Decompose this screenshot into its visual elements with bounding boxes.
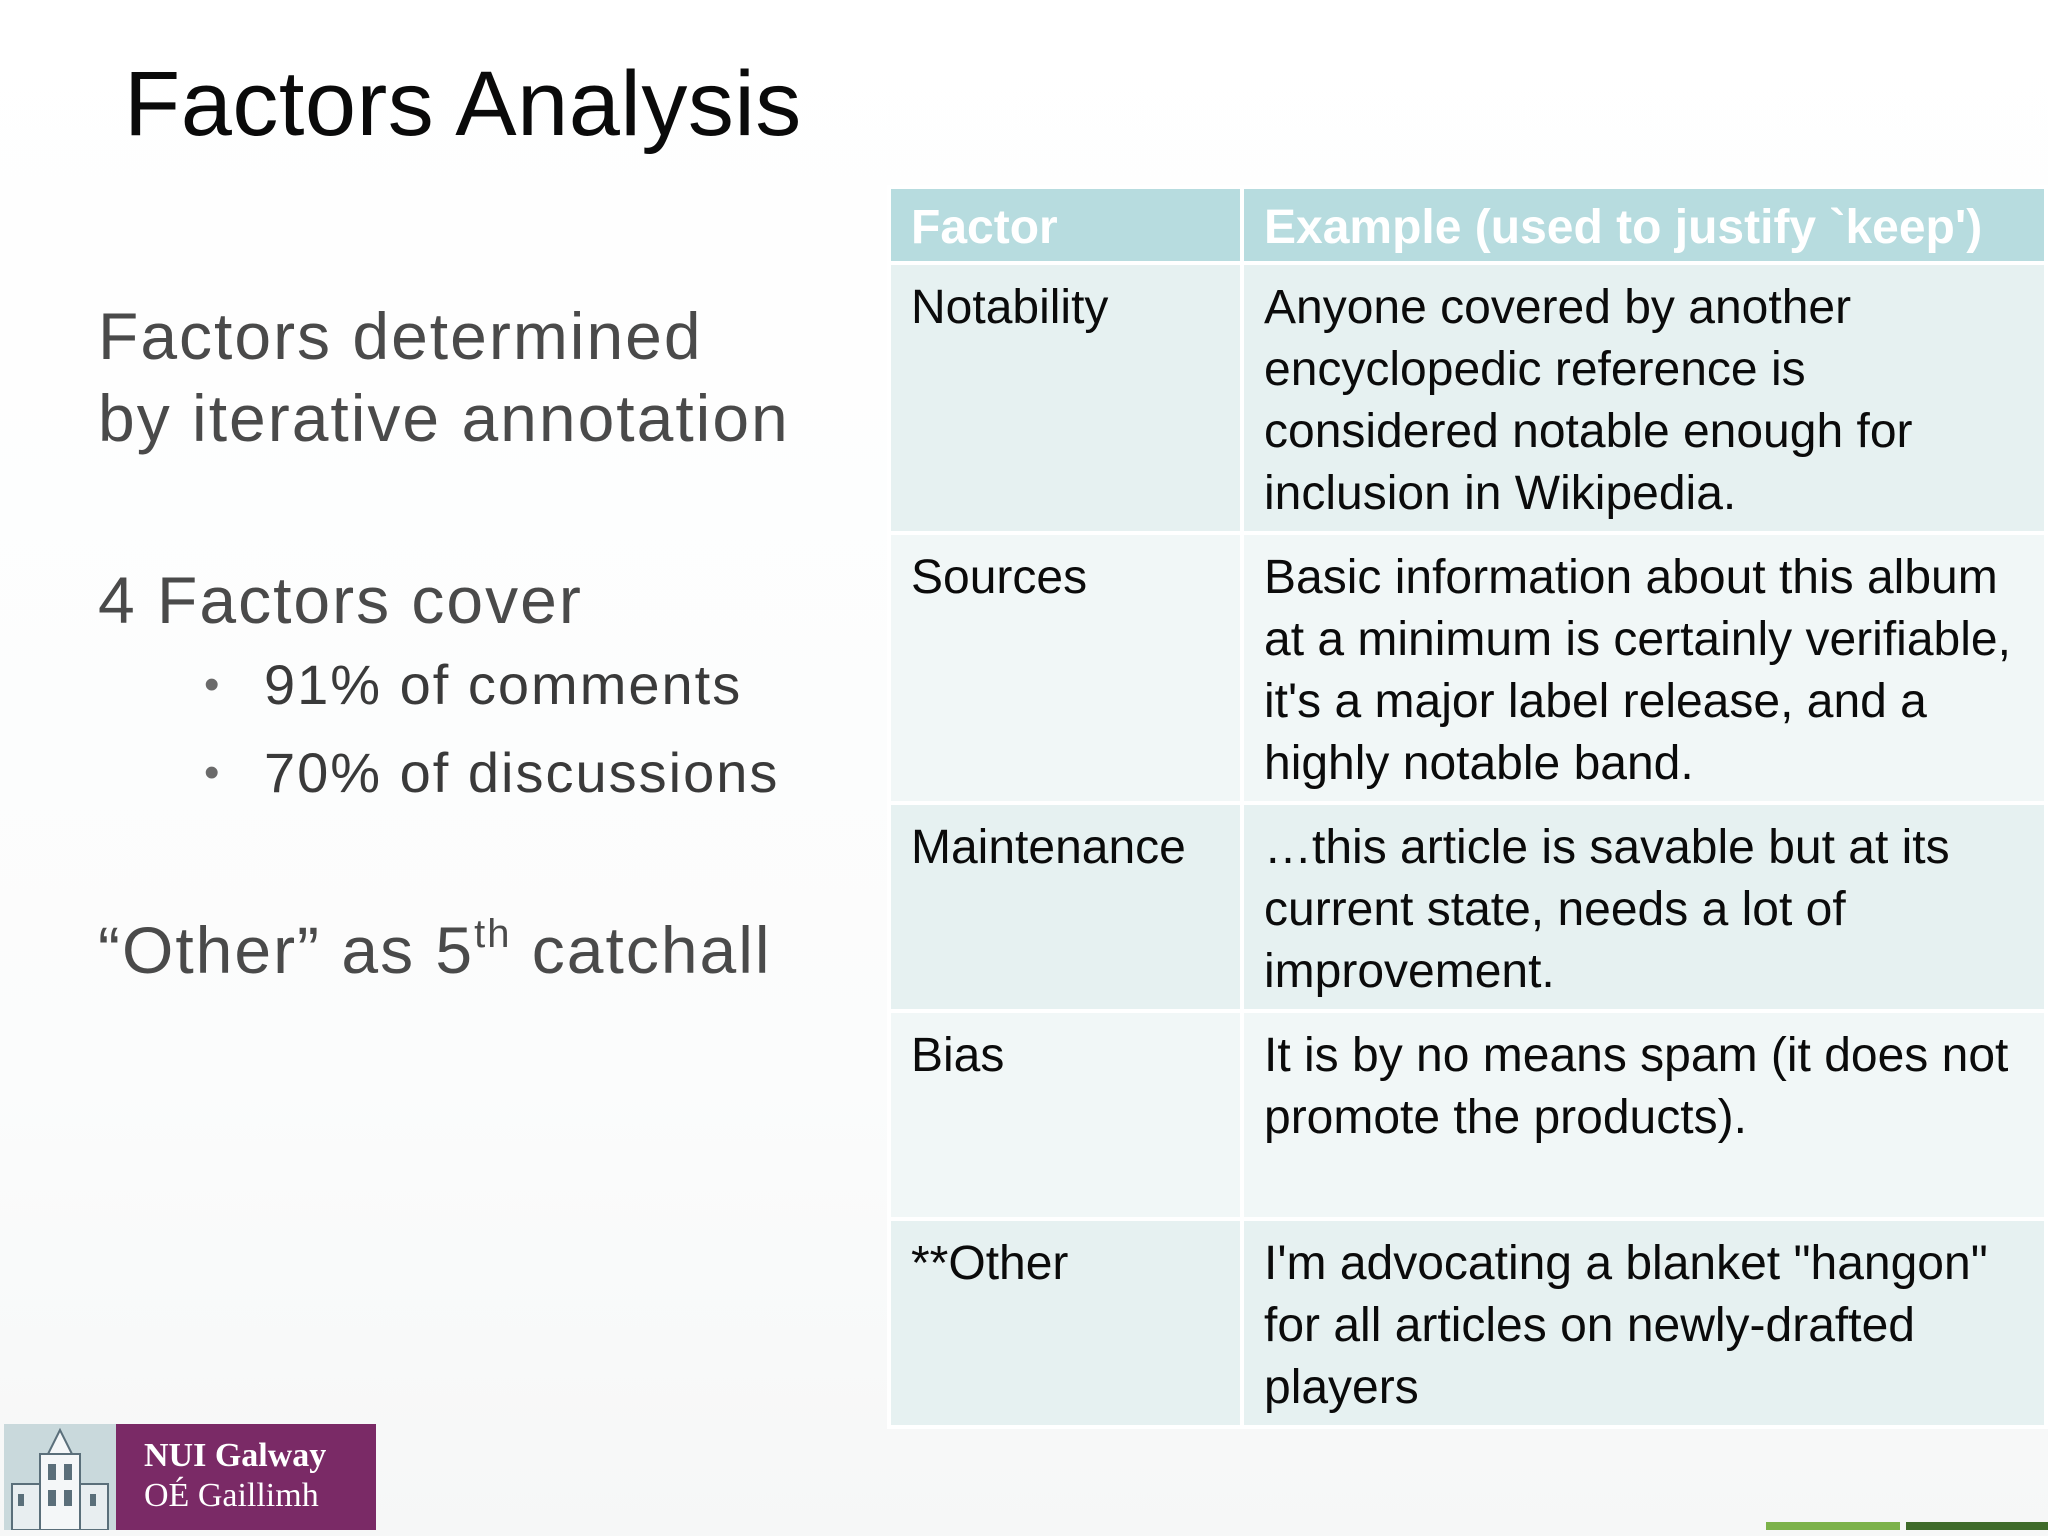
other-superscript: th <box>474 912 512 956</box>
bullet-dot-icon: • <box>204 748 222 797</box>
factor-cell: Notability <box>889 263 1242 533</box>
factor-cell: Maintenance <box>889 803 1242 1011</box>
table-header-row <box>889 187 2046 263</box>
table-row <box>889 803 2046 1011</box>
tower-icon <box>4 1424 116 1530</box>
bullet-list <box>98 641 858 817</box>
bullet-text: 70% of discussions <box>264 741 780 804</box>
bullet-item <box>98 729 858 817</box>
example-cell: I'm advocating a blanket "hangon" for all articles on newly-drafted players <box>1242 1219 2046 1427</box>
example-cell: Anyone covered by another encyclopedic reference is considered notable enough for inclusion in Wikipedia. <box>1242 263 2046 533</box>
example-cell: Basic information about this album at a minimum is certainly verifiable, it's a major label release, and a highly notable band. <box>1242 533 2046 803</box>
header-factor: Factor <box>889 187 1242 263</box>
bullet-item <box>98 641 858 729</box>
example-cell: …this article is savable but at its current state, needs a lot of improvement. <box>1242 803 2046 1011</box>
other-prefix: “Other” as 5 <box>98 913 475 987</box>
logo-wordmark <box>116 1424 376 1530</box>
table-row <box>889 263 2046 533</box>
header-example: Example (used to justify `keep') <box>1242 187 2046 263</box>
accent-bar <box>1766 1522 1900 1530</box>
bullet-text: 91% of comments <box>264 653 743 716</box>
left-text-block <box>98 295 858 991</box>
cover-heading: 4 Factors cover <box>98 563 583 637</box>
table-row <box>889 1219 2046 1427</box>
nui-galway-logo <box>4 1424 376 1530</box>
table-row <box>889 533 2046 803</box>
bullet-dot-icon: • <box>204 660 222 709</box>
other-catchall-line <box>98 909 858 991</box>
slide-title: Factors Analysis <box>124 53 802 155</box>
example-cell: It is by no means spam (it does not promote the products). <box>1242 1011 2046 1219</box>
other-suffix: catchall <box>511 913 772 987</box>
factor-cell: Bias <box>889 1011 1242 1219</box>
accent-bar <box>1906 1522 2048 1530</box>
logo-line2: OÉ Gaillimh <box>144 1477 319 1514</box>
text-line: by iterative annotation <box>98 381 790 455</box>
table-row <box>889 1011 2046 1219</box>
factor-cell: Sources <box>889 533 1242 803</box>
factor-cell: **Other <box>889 1219 1242 1427</box>
logo-line1: NUI Galway <box>144 1437 327 1474</box>
text-line: Factors determined <box>98 299 703 373</box>
factors-table <box>887 185 2048 1429</box>
